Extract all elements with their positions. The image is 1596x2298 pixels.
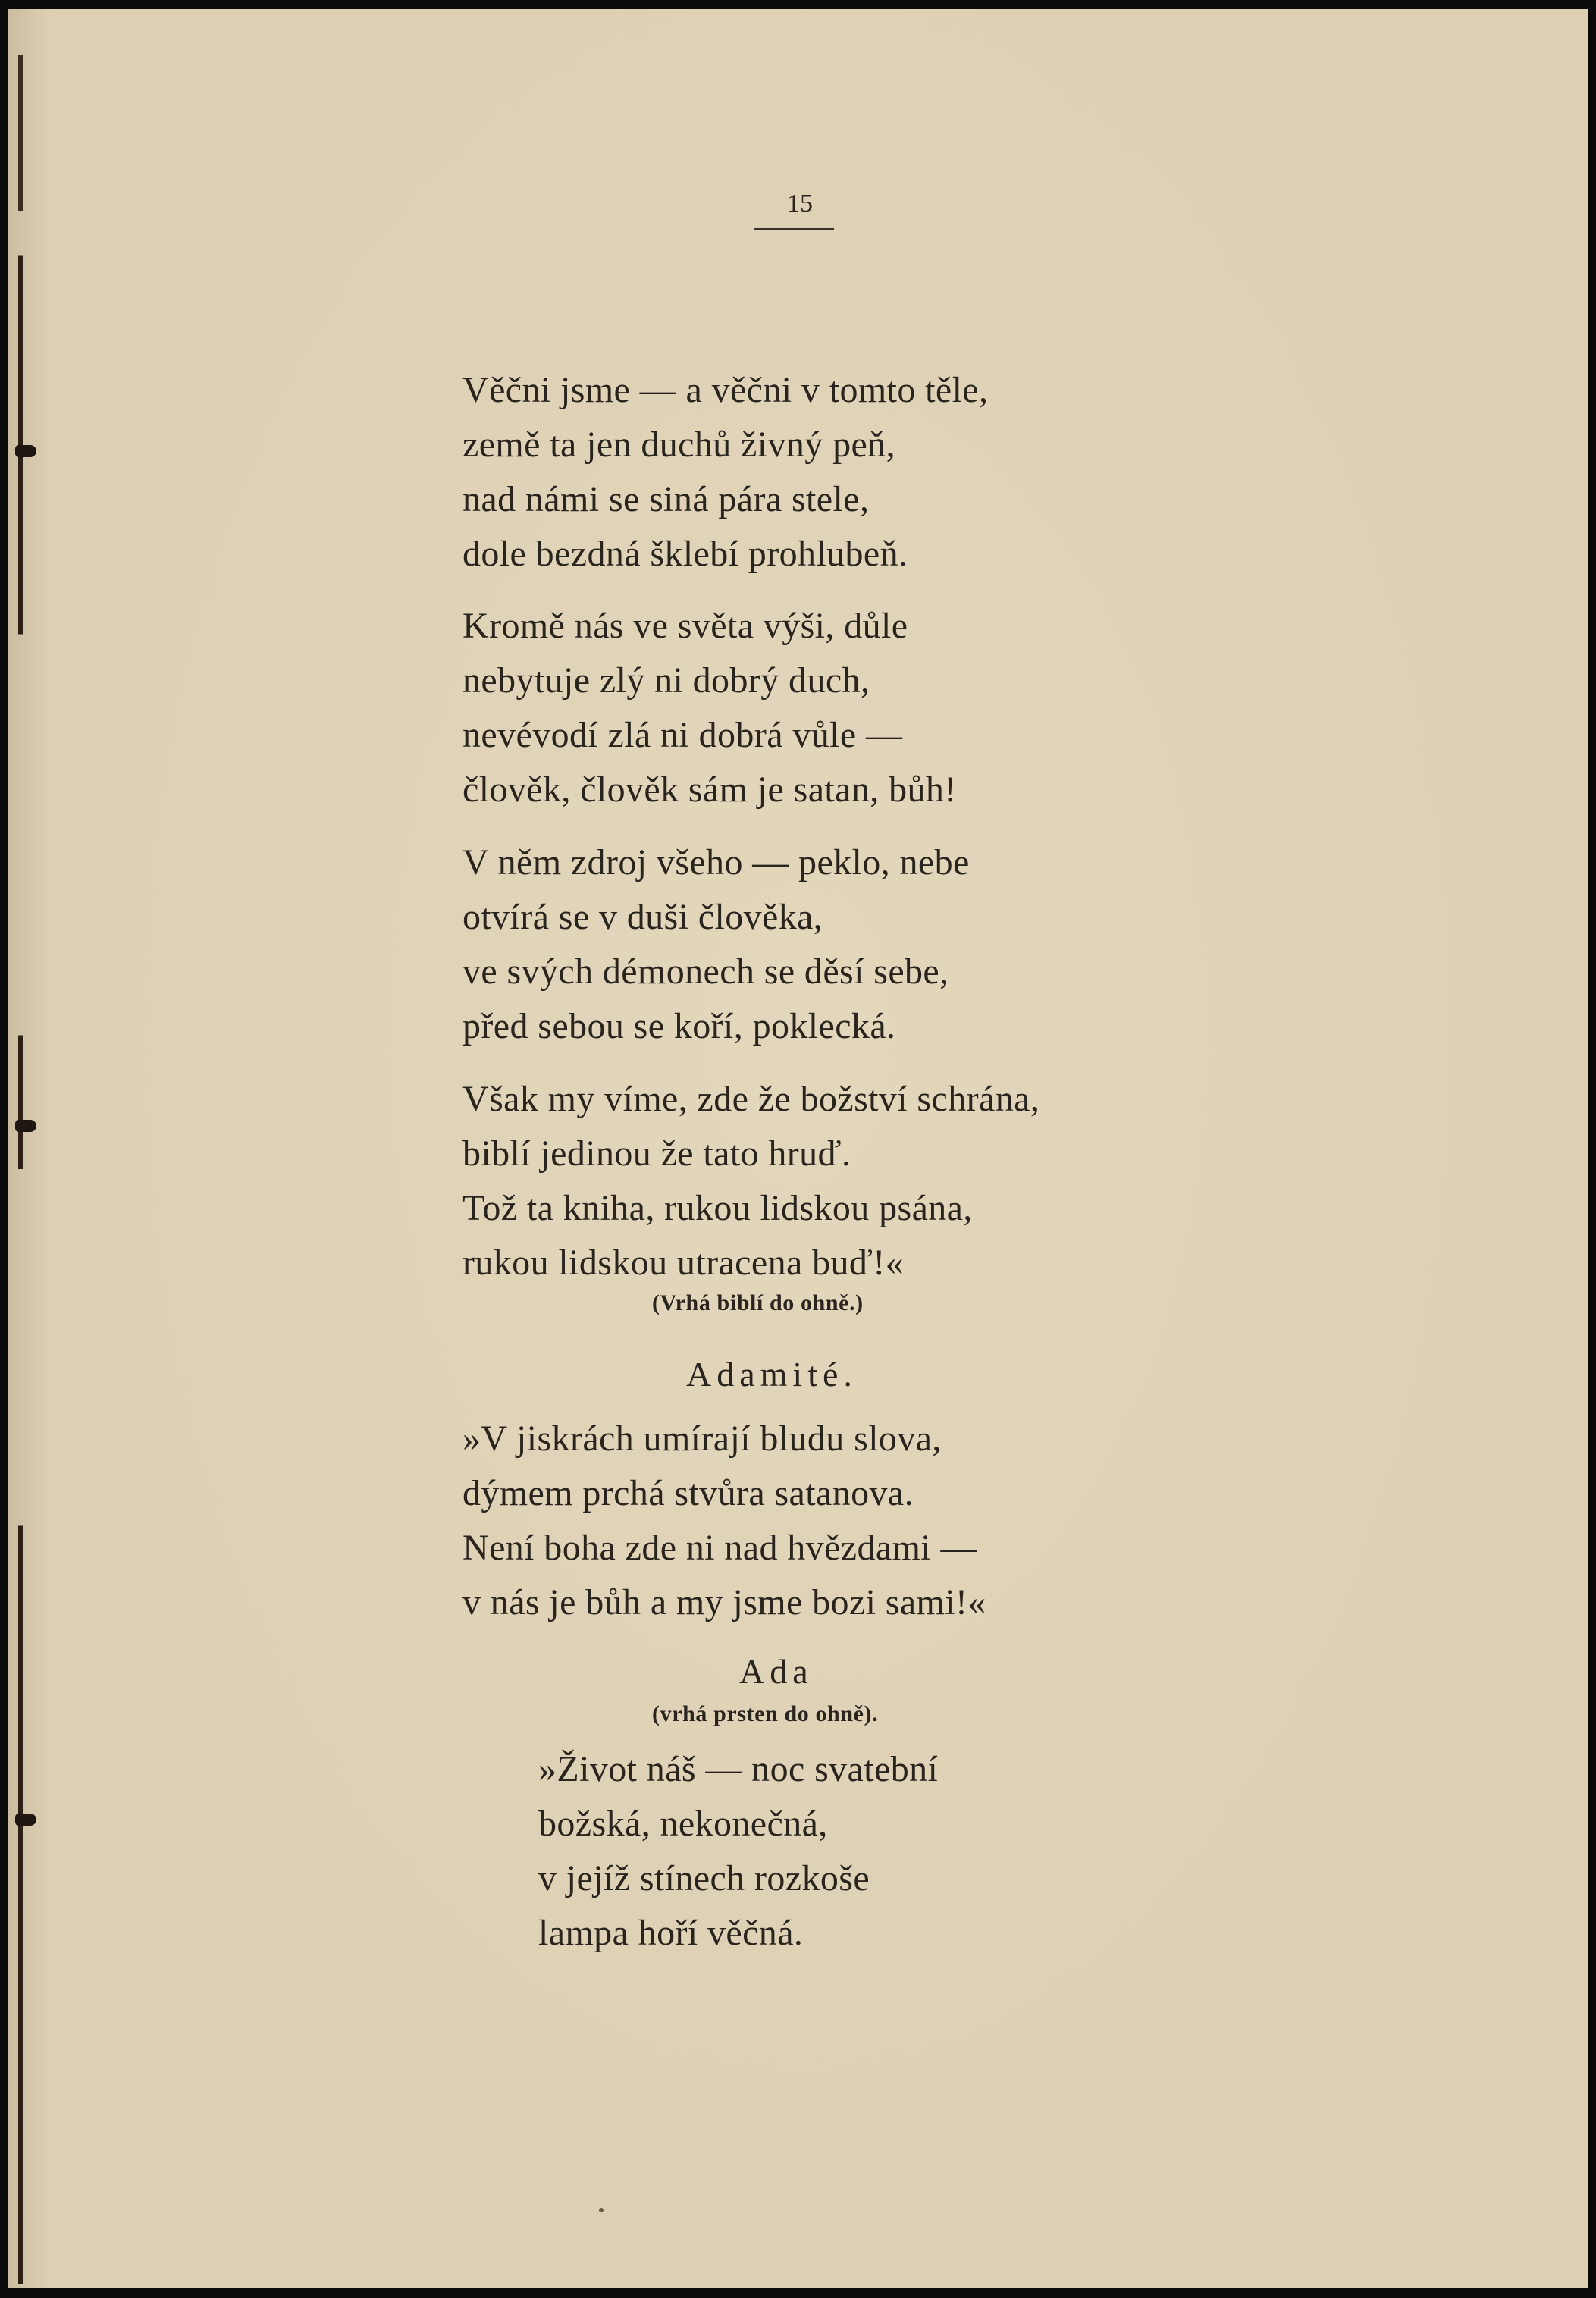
verse-line: v nás je bůh a my jsme bozi sami!« [462, 1582, 986, 1622]
verse-line: Není boha zde ni nad hvězdami — [462, 1528, 977, 1568]
stanza-adamite [462, 1412, 1297, 1630]
verse-line: »Život náš — noc svatební [538, 1749, 939, 1789]
verse-line: dole bezdná šklebí prohlubeň. [462, 534, 908, 574]
verse-line: rukou lidskou utracena buď!« [462, 1243, 905, 1283]
stanza-4 [462, 1072, 1297, 1290]
verse-line: v jejíž stínech rozkoše [538, 1858, 870, 1898]
verse-line: před sebou se koří, poklecká. [462, 1006, 896, 1046]
stanza-ada [538, 1742, 1372, 1961]
verse-line: člověk, člověk sám je satan, bůh! [462, 770, 957, 810]
verse-line: Tož ta kniha, rukou lidskou psána, [462, 1188, 973, 1228]
verse-line: nad námi se siná pára stele, [462, 479, 870, 519]
verse-line: ve svých démonech se děsí sebe, [462, 951, 949, 992]
verse-line: Věčni jsme — a věčni v tomto těle, [462, 370, 989, 410]
verse-line: božská, nekonečná, [538, 1804, 828, 1844]
book-page [8, 9, 1588, 2288]
verse-line: otvírá se v duši člověka, [462, 897, 823, 937]
verse-line: Však my víme, zde že božství schrána, [462, 1079, 1040, 1119]
speaker-adamite: Adamité. [686, 1355, 858, 1394]
stanza-1 [462, 363, 1297, 582]
verse-line: země ta jen duchů živný peň, [462, 425, 895, 465]
verse-line: »V jiskrách umírají bludu slova, [462, 1419, 942, 1459]
stage-direction: (Vrhá biblí do ohně.) [652, 1290, 864, 1315]
binding-knot [15, 1120, 36, 1132]
verse-line: biblí jedinou že tato hruď. [462, 1133, 851, 1174]
paper-speck [599, 2208, 604, 2212]
binding-knot [15, 445, 36, 457]
verse-line: dýmem prchá stvůra satanova. [462, 1473, 914, 1513]
verse-line: nevévodí zlá ni dobrá vůle — [462, 715, 903, 755]
page-number-rule [754, 228, 834, 230]
binding-thread [18, 55, 23, 2284]
binding-knot [15, 1814, 36, 1826]
verse-line: Kromě nás ve světa výši, důle [462, 606, 908, 646]
stanza-3 [462, 835, 1297, 1054]
verse-line: V něm zdroj všeho — peklo, nebe [462, 842, 970, 883]
speaker-ada: Ada [739, 1652, 814, 1691]
stage-direction: (vrhá prsten do ohně). [652, 1701, 879, 1726]
stanza-2 [462, 599, 1297, 817]
page-number: 15 [787, 190, 813, 218]
verse-line: lampa hoří věčná. [538, 1913, 804, 1953]
verse-line: nebytuje zlý ni dobrý duch, [462, 660, 870, 701]
